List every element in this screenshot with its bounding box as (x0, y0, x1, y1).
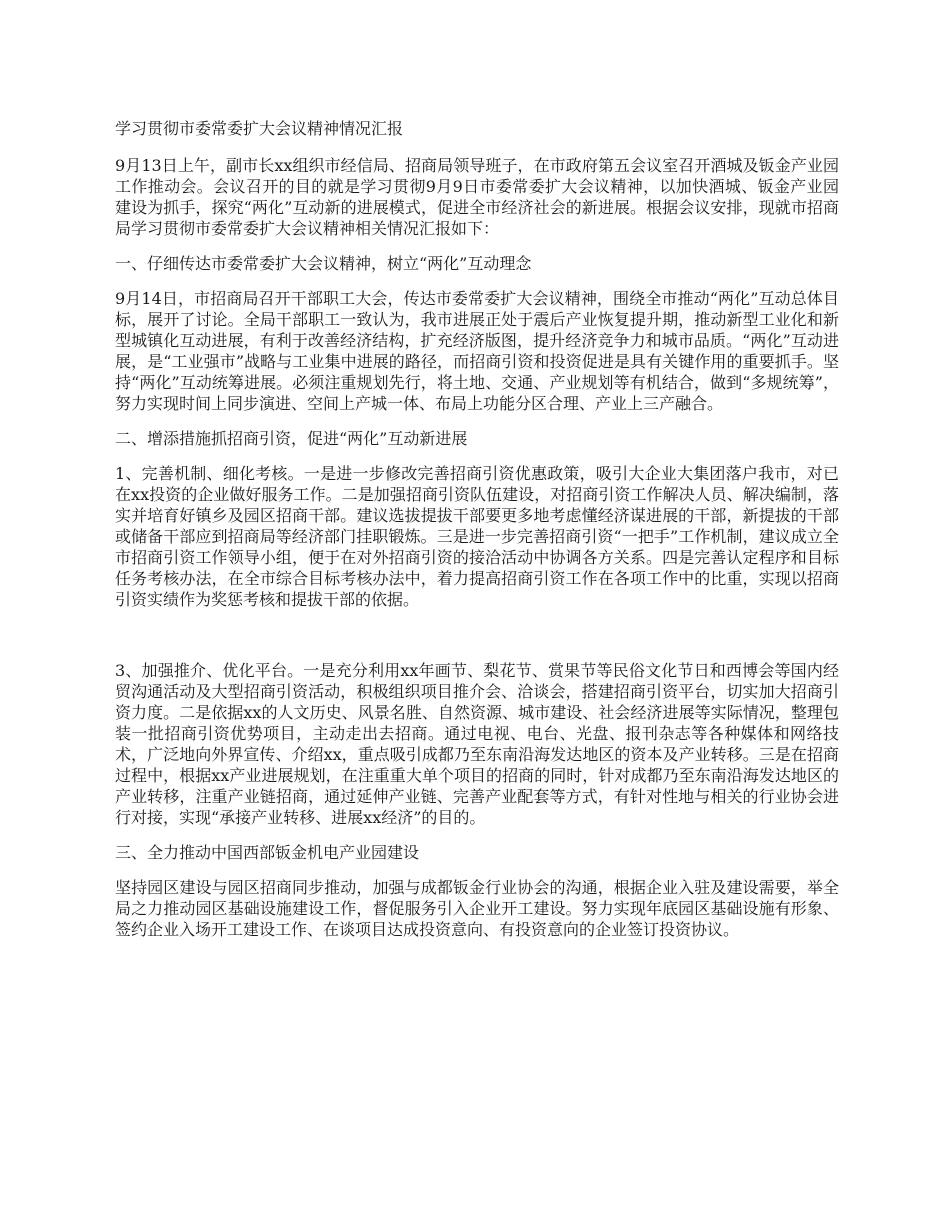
blank-gap (115, 624, 839, 660)
intro-paragraph: 9月13日上午，副市长xx组织市经信局、招商局领导班子，在市政府第五会议室召开酒城及钣金产业园工作推动会。会议召开的目的就是学习贯彻9月9日市委常委扩大会议精神，以加快酒城、钣金产业园建设为抓手，探究“两化”互动新的进展模式，促进全市经济社会的新进展。根据会议安排，现就市招商局学习贯彻市委常委扩大会议精神相关情况汇报如下： (115, 156, 839, 238)
section-2-item-1: 1、完善机制、细化考核。一是进一步修改完善招商引资优惠政策，吸引大企业大集团落户我市，对已在xx投资的企业做好服务工作。二是加强招商引资队伍建设，对招商引资工作解决人员、解决编制，落实并培育好镇乡及园区招商干部。建议选拔提拔干部要更多地考虑懂经济谋进展的干部，新提拔的干部或储备干部应到招商局等经济部门挂职锻炼。三是进一步完善招商引资“一把手”工作机制，建议成立全市招商引资工作领导小组，便于在对外招商引资的接洽活动中协调各方关系。四是完善认定程序和目标任务考核办法，在全市综合目标考核办法中，着力提高招商引资工作在各项工作中的比重，实现以招商引资实绩作为奖惩考核和提拔干部的依据。 (115, 464, 839, 609)
section-2-heading: 二、增添措施抓招商引资，促进“两化”互动新进展 (115, 429, 468, 448)
document-title: 学习贯彻市委常委扩大会议精神情况汇报 (115, 119, 404, 138)
document-page (115, 118, 839, 954)
section-2-item-3: 3、加强推介、优化平台。一是充分利用xx年画节、梨花节、赏果节等民俗文化节日和西博会等国内经贸沟通活动及大型招商引资活动，积极组织项目推介会、洽谈会，搭建招商引资平台，切实加大招商引资力度。二是依据xx的人文历史、风景名胜、自然资源、城市建设、社会经济进展等实际情况，整理包装一批招商引资优势项目，主动走出去招商。通过电视、电台、光盘、报刊杂志等各种媒体和网络技术，广泛地向外界宣传、介绍xx，重点吸引成都乃至东南沿海发达地区的资本及产业转移。三是在招商过程中，根据xx产业进展规划，在注重重大单个项目的招商的同时，针对成都乃至东南沿海发达地区的产业转移，注重产业链招商，通过延伸产业链、完善产业配套等方式，有针对性地与相关的行业协会进行对接，实现“承接产业转移、进展xx经济”的目的。 (115, 661, 839, 827)
section-1-body: 9月14日，市招商局召开干部职工大会，传达市委常委扩大会议精神，围绕全市推动“两化”互动总体目标，展开了讨论。全局干部职工一致认为，我市进展正处于震后产业恢复提升期，推动新型工业化和新型城镇化互动进展，有利于改善经济结构，扩充经济版图，提升经济竞争力和城市品质。“两化”互动进展，是“工业强市”战略与工业集中进展的路径，而招商引资和投资促进是具有关键作用的重要抓手。坚持“两化”互动统筹进展。必须注重规划先行，将土地、交通、产业规划等有机结合，做到“多规统筹”，努力实现时间上同步演进、空间上产城一体、布局上功能分区合理、产业上三产融合。 (115, 289, 839, 413)
section-3-heading: 三、全力推动中国西部钣金机电产业园建设 (115, 843, 420, 862)
section-1-heading: 一、仔细传达市委常委扩大会议精神，树立“两化”互动理念 (115, 254, 532, 273)
section-3-body: 坚持园区建设与园区招商同步推动，加强与成都钣金行业协会的沟通，根据企业入驻及建设需要，举全局之力推动园区基础设施建设工作，督促服务引入企业开工建设。努力实现年底园区基础设施有形象、签约企业入场开工建设工作、在谈项目达成投资意向、有投资意向的企业签订投资协议。 (115, 878, 839, 939)
